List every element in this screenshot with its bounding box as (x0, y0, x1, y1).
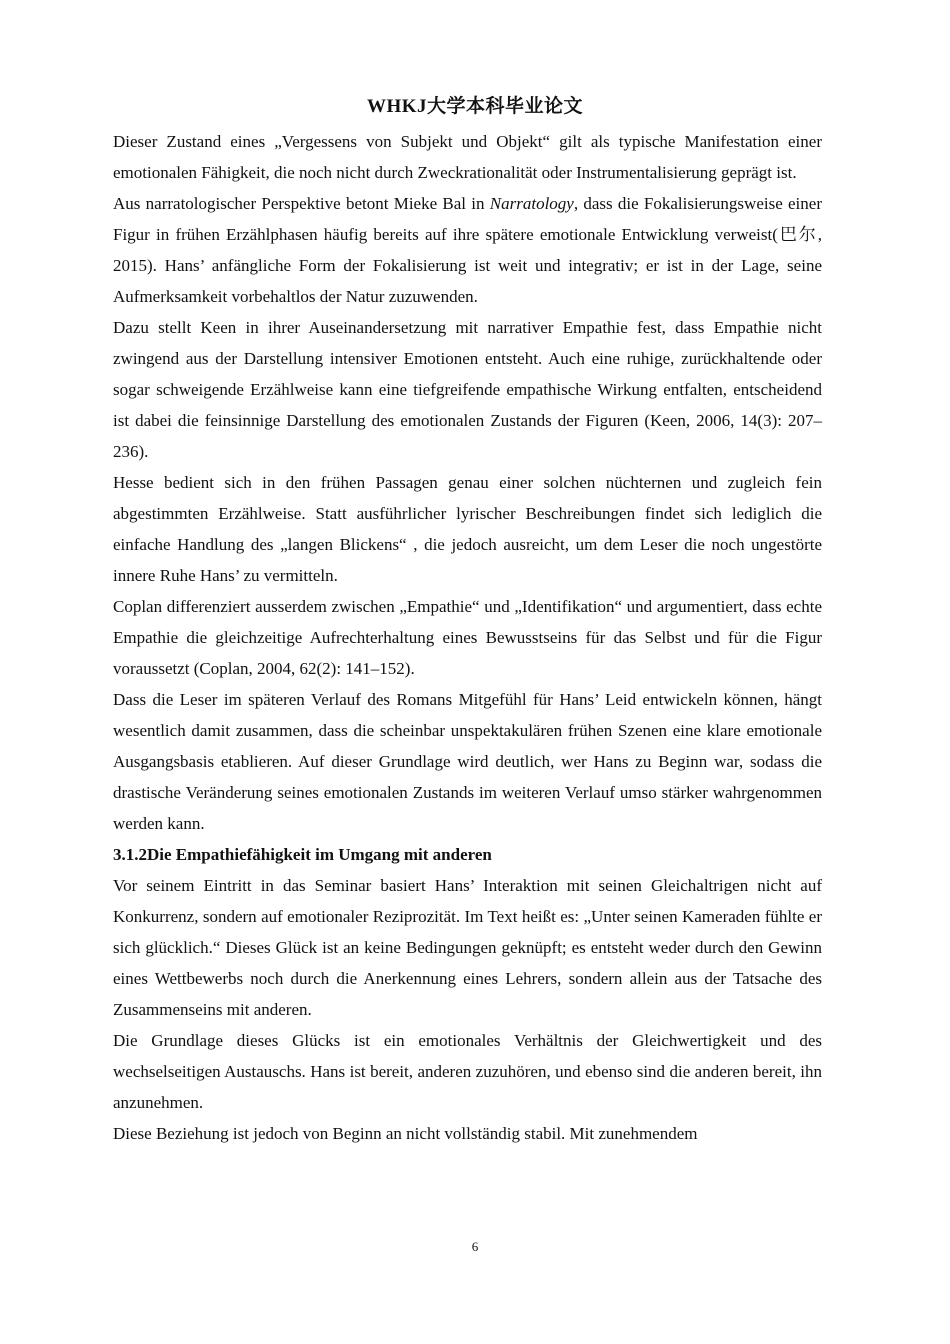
section-paragraph-3: Diese Beziehung ist jedoch von Beginn an nicht vollständig stabil. Mit zunehmendem (113, 1124, 698, 1143)
section-heading: 3.1.2Die Empathiefähigkeit im Umgang mit anderen (113, 845, 492, 864)
paragraph-2-text-after: , dass die Fokalisierungsweise einer Figur in frühen Erzählphasen häufig bereits auf ihre spätere emotionale Entwicklung verweist(巴尔, 2015). Hans’ anfängliche Form der Fokalisierung ist weit und integrativ; er ist in der Lage, seine Aufmerksamkeit vorbehaltlos der Natur zuzuwenden. (113, 194, 822, 306)
paragraph-1: Dieser Zustand eines „Vergessens von Subjekt und Objekt“ gilt als typische Manifestation einer emotionalen Fähigkeit, die noch nicht durch Zweckrationalität oder Instrumentalisierung geprägt ist. (113, 132, 822, 182)
section-paragraph-1: Vor seinem Eintritt in das Seminar basiert Hans’ Interaktion mit seinen Gleichaltrigen nicht auf Konkurrenz, sondern auf emotionaler Reziprozität. Im Text heißt es: „Unter seinen Kameraden fühlte er sich glücklich.“ Dieses Glück ist an keine Bedingungen geknüpft; es entsteht weder durch den Gewinn eines Wettbewerbs noch durch die Anerkennung eines Lehrers, sondern allein aus der Tatsache des Zusammenseins mit anderen. (113, 876, 822, 1019)
paragraph-2 (113, 188, 822, 312)
paragraph-2-text-before: Aus narratologischer Perspektive betont Mieke Bal in (113, 194, 490, 213)
section-paragraph-2: Die Grundlage dieses Glücks ist ein emotionales Verhältnis der Gleichwertigkeit und des wechselseitigen Austauschs. Hans ist bereit, anderen zuzuhören, und ebenso sind die anderen bereit, ihn anzunehmen. (113, 1031, 822, 1112)
paragraph-4: Hesse bedient sich in den frühen Passagen genau einer solchen nüchternen und zugleich fein abgestimmten Erzählweise. Statt ausführlicher lyrischer Beschreibungen findet sich lediglich die einfache Handlung des „langen Blickens“ , die jedoch ausreicht, um dem Leser die noch ungestörte innere Ruhe Hans’ zu vermitteln. (113, 473, 822, 585)
document-body (113, 126, 822, 1149)
page-number: 6 (471, 1239, 479, 1254)
paragraph-5: Coplan differenziert ausserdem zwischen „Empathie“ und „Identifikation“ und argumentiert, dass echte Empathie die gleichzeitige Aufrechterhaltung eines Bewusstseins für das Selbst und für die Figur voraussetzt (Coplan, 2004, 62(2): 141–152). (113, 597, 822, 678)
paragraph-3: Dazu stellt Keen in ihrer Auseinandersetzung mit narrativer Empathie fest, dass Empathie nicht zwingend aus der Darstellung intensiver Emotionen entsteht. Auch eine ruhige, zurückhaltende oder sogar schweigende Erzählweise kann eine tiefgreifende empathische Wirkung entfalten, entscheidend ist dabei die feinsinnige Darstellung des emotionalen Zustands der Figuren (Keen, 2006, 14(3): 207–236). (113, 318, 822, 461)
book-title-narratology: Narratology (489, 194, 574, 213)
paragraph-6: Dass die Leser im späteren Verlauf des Romans Mitgefühl für Hans’ Leid entwickeln können, hängt wesentlich damit zusammen, dass die scheinbar unspektakulären frühen Szenen eine klare emotionale Ausgangsbasis etablieren. Auf dieser Grundlage wird deutlich, wer Hans zu Beginn war, sodass die drastische Veränderung seines emotionalen Zustands im weiteren Verlauf umso stärker wahrgenommen werden kann. (113, 690, 822, 833)
page-header-title: WHKJ大学本科毕业论文 (366, 96, 584, 117)
